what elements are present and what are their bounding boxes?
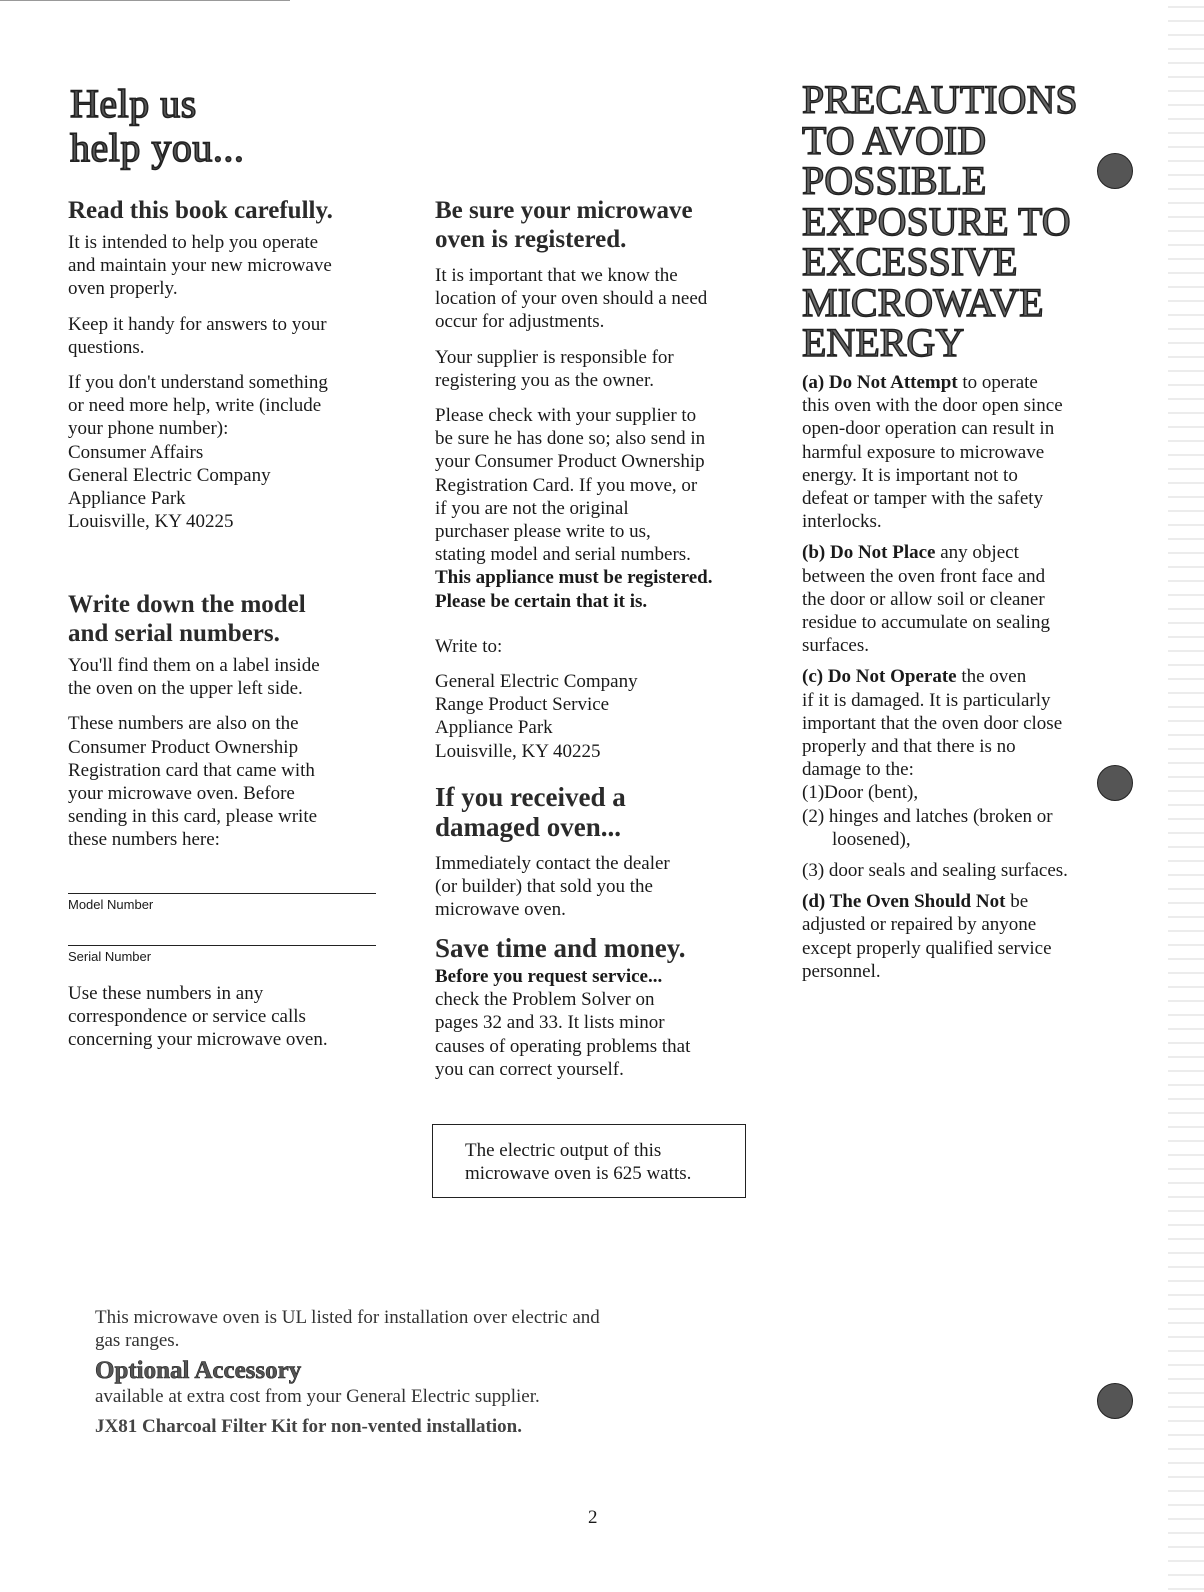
text-line: The electric output of this xyxy=(465,1140,662,1161)
precaution-text xyxy=(802,565,1112,658)
binder-hole-icon xyxy=(1097,153,1133,189)
write-to-label: Write to: xyxy=(435,635,503,657)
text-line: General Electric Company xyxy=(435,671,638,693)
precaution-lead: (b) Do Not Place xyxy=(802,542,936,564)
text-line: location of your oven should a need xyxy=(435,288,708,310)
page-title xyxy=(70,82,244,170)
sublist-item: (3) door seals and sealing surfaces. xyxy=(802,860,1068,882)
text-line: Use these numbers in any xyxy=(68,983,264,1004)
text-line: concerning your microwave oven. xyxy=(68,1029,328,1051)
text-line: TO AVOID xyxy=(802,117,987,163)
text-line: microwave oven. xyxy=(435,899,566,921)
sublist-item: (1)Door (bent), xyxy=(802,782,919,804)
text-line: properly and that there is no xyxy=(802,736,1016,758)
section-read-book xyxy=(68,196,388,545)
precaution-item-a xyxy=(802,371,1112,533)
text-line: be sure he has done so; also send in xyxy=(435,428,706,450)
text-line: and maintain your new microwave xyxy=(68,255,332,277)
registration-notice xyxy=(435,566,765,612)
text-line: You'll find them on a label inside xyxy=(68,655,320,676)
text-line: questions. xyxy=(68,336,145,358)
text-line: gas ranges. xyxy=(95,1330,180,1352)
text-line: energy. It is important not to xyxy=(802,464,1018,486)
paragraph xyxy=(68,654,388,700)
section-write-numbers xyxy=(68,590,388,864)
text-line: causes of operating problems that xyxy=(435,1035,691,1057)
text-line: Registration Card. If you move, or xyxy=(435,474,698,496)
precaution-text xyxy=(802,913,1112,983)
precaution-text: be xyxy=(1005,891,1029,913)
text-line: harmful exposure to microwave xyxy=(802,441,1045,463)
binder-hole-icon xyxy=(1097,765,1133,801)
text-line: ENERGY xyxy=(802,320,965,365)
text-line: (or builder) that sold you the xyxy=(435,876,653,898)
precaution-item-c xyxy=(802,665,1112,781)
text-line: Help us xyxy=(70,81,197,126)
text-line: Appliance Park xyxy=(68,488,186,510)
section-heading xyxy=(68,590,388,648)
output-notice-box xyxy=(432,1124,746,1198)
accessory-text: available at extra cost from your General Electric supplier. xyxy=(95,1386,540,1408)
text-line: If you received a xyxy=(435,782,626,812)
text-line: Consumer Affairs xyxy=(68,441,204,463)
text-line: your microwave oven. Before xyxy=(68,783,295,805)
text-line: between the oven front face and xyxy=(802,565,1046,587)
precaution-text: to operate xyxy=(957,372,1038,393)
text-line: EXCESSIVE xyxy=(802,239,1018,284)
text-line: damaged oven... xyxy=(435,812,622,842)
text-line: This appliance must be registered. xyxy=(435,567,713,589)
damage-sublist xyxy=(802,781,1112,882)
text-line: the door or allow soil or cleaner xyxy=(802,588,1045,610)
section-register xyxy=(435,196,765,775)
text-line: personnel. xyxy=(802,960,881,982)
text-line: Appliance Park xyxy=(435,717,553,739)
serial-number-label: Serial Number xyxy=(68,949,152,964)
text-line: EXPOSURE TO xyxy=(802,198,1071,244)
text-line: residue to accumulate on sealing xyxy=(802,612,1050,634)
model-number-label: Model Number xyxy=(68,897,154,912)
text-line: defeat or tamper with the safety xyxy=(802,488,1044,510)
text-line: Registration card that came with xyxy=(68,759,315,781)
text-line: Your supplier is responsible for xyxy=(435,346,674,368)
text-line: these numbers here: xyxy=(68,829,220,851)
text-line: occur for adjustments. xyxy=(435,311,605,333)
precautions-list xyxy=(802,371,1112,995)
address xyxy=(435,670,765,763)
text-line: microwave oven is 625 watts. xyxy=(465,1163,692,1185)
text-line: oven properly. xyxy=(68,278,178,300)
precaution-text: the oven xyxy=(956,666,1027,688)
paragraph xyxy=(68,313,388,359)
text-line: General Electric Company xyxy=(68,464,271,486)
text-line: These numbers are also on the xyxy=(68,713,299,735)
text-line: Consumer Product Ownership xyxy=(68,736,299,758)
text-line: help you... xyxy=(70,125,245,170)
page-number: 2 xyxy=(588,1507,598,1528)
text-line: important that the oven door close xyxy=(802,712,1063,734)
precaution-lead: (a) Do Not Attempt xyxy=(802,372,958,393)
text-line: this oven with the door open since xyxy=(802,395,1063,417)
output-notice xyxy=(465,1139,691,1185)
text-line: damage to the: xyxy=(802,759,914,781)
model-number-line xyxy=(68,875,376,894)
text-line: the oven on the upper left side. xyxy=(68,678,303,700)
precaution-lead: (c) Do Not Operate xyxy=(802,666,957,688)
text-line: purchaser please write to us, xyxy=(435,521,651,543)
scan-margin-noise xyxy=(1168,0,1204,1592)
accessory-heading: Optional Accessory xyxy=(95,1357,302,1385)
text-line: Keep it handy for answers to your xyxy=(68,313,327,335)
text-line: interlocks. xyxy=(802,511,882,533)
text-line: Write down the model xyxy=(68,591,306,618)
precautions-title xyxy=(802,77,1078,365)
paragraph xyxy=(68,231,388,301)
text-line: This microwave oven is UL listed for installation over electric and xyxy=(95,1307,600,1328)
text-line: or need more help, write (include xyxy=(68,395,322,417)
text-line: It is important that we know the xyxy=(435,265,678,286)
text-line: if it is damaged. It is particularly xyxy=(802,689,1051,711)
text-line: and serial numbers. xyxy=(68,620,280,647)
precaution-text: any object xyxy=(935,542,1019,564)
paragraph xyxy=(435,264,765,334)
accessory-kit: JX81 Charcoal Filter Kit for non-vented installation. xyxy=(95,1415,522,1437)
section-heading: Read this book carefully. xyxy=(68,197,333,224)
text-line: oven is registered. xyxy=(435,226,627,253)
text-line: Please be certain that it is. xyxy=(435,590,648,612)
section-heading xyxy=(435,196,765,254)
text-line: registering you as the owner. xyxy=(435,369,654,391)
text-line: correspondence or service calls xyxy=(68,1006,306,1028)
text-line: your phone number): xyxy=(68,418,229,440)
text-line: pages 32 and 33. It lists minor xyxy=(435,1012,665,1034)
precaution-lead: (d) The Oven Should Not xyxy=(802,891,1006,913)
text-line: MICROWAVE xyxy=(802,279,1044,325)
text-line: you can correct yourself. xyxy=(435,1058,624,1080)
precaution-item-d xyxy=(802,890,1112,983)
section-heading: Save time and money. xyxy=(435,933,686,963)
text-line: check the Problem Solver on xyxy=(435,989,655,1011)
serial-number-field[interactable] xyxy=(68,927,376,964)
text-line: Immediately contact the dealer xyxy=(435,853,670,874)
precaution-text xyxy=(802,689,1112,782)
paragraph xyxy=(435,852,765,922)
binder-hole-icon xyxy=(1097,1383,1133,1419)
text-line: your Consumer Product Ownership xyxy=(435,451,705,473)
precaution-text xyxy=(802,394,1112,533)
section-damaged xyxy=(435,782,765,934)
text-line: Louisville, KY 40225 xyxy=(435,740,601,762)
paragraph xyxy=(435,988,765,1081)
text-line: Louisville, KY 40225 xyxy=(68,511,234,533)
text-line: It is intended to help you operate xyxy=(68,232,319,253)
text-line: If you don't understand something xyxy=(68,372,328,394)
paragraph xyxy=(68,982,328,1052)
text-line: Be sure your microwave xyxy=(435,197,693,224)
text-line: adjusted or repaired by anyone xyxy=(802,914,1037,936)
paragraph-address xyxy=(68,371,388,533)
paragraph xyxy=(435,404,765,566)
text-line: POSSIBLE xyxy=(802,158,987,203)
section-save-time xyxy=(435,934,765,1093)
model-number-field[interactable] xyxy=(68,875,376,912)
precaution-item-b xyxy=(802,541,1112,657)
paragraph xyxy=(68,712,388,851)
scan-edge-line xyxy=(0,0,290,1)
text-line: if you are not the original xyxy=(435,497,629,519)
text-line: except properly qualified service xyxy=(802,937,1052,959)
text-line: sending in this card, please write xyxy=(68,806,318,828)
sublist-item: (2) hinges and latches (broken or xyxy=(802,805,1053,827)
text-line: open-door operation can result in xyxy=(802,418,1055,440)
text-line: Range Product Service xyxy=(435,694,610,716)
serial-number-line xyxy=(68,927,376,946)
text-line: PRECAUTIONS xyxy=(802,77,1078,122)
paragraph xyxy=(435,346,765,392)
text-line: stating model and serial numbers. xyxy=(435,544,691,566)
subheading: Before you request service... xyxy=(435,966,663,987)
section-heading xyxy=(435,782,765,842)
ul-note xyxy=(95,1306,735,1352)
text-line: Please check with your supplier to xyxy=(435,405,697,427)
text-line: surfaces. xyxy=(802,635,869,657)
sublist-item: loosened), xyxy=(832,828,911,850)
bottom-notes xyxy=(95,1306,735,1450)
